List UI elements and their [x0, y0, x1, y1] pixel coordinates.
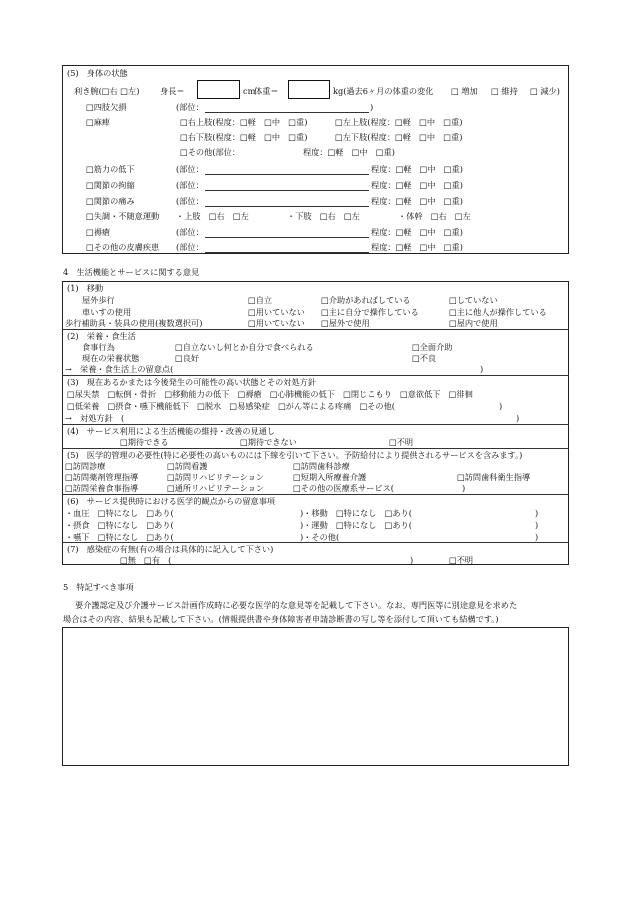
limb-loss-checkbox[interactable]: □四肢欠損: [86, 102, 127, 112]
skin-other-checkbox[interactable]: □その他の皮膚疾患: [86, 242, 160, 252]
weight-increase-checkbox[interactable]: □ 増加: [451, 86, 478, 96]
home-visit-medical[interactable]: □訪問診療: [65, 461, 106, 471]
weight-label: 体重＝: [254, 86, 279, 96]
nutrition-good[interactable]: □良好: [175, 353, 200, 363]
contracture-site-label: (部位：: [176, 180, 204, 190]
wheelchair-others[interactable]: □主に他人が操作している: [449, 307, 547, 317]
blood-pressure[interactable]: ・血圧 □特になし □あり(: [65, 508, 174, 518]
home-visit-dental[interactable]: □訪問歯科診療: [293, 461, 350, 471]
divider: [62, 329, 569, 330]
precautions-title: (6) サービス提供時における医学的観点からの留意事項: [67, 496, 276, 506]
right-lower-limb[interactable]: □右下肢(程度：□軽 □中 □重): [180, 132, 308, 142]
skin-site-line[interactable]: [205, 252, 369, 253]
height-unit: cm: [243, 86, 256, 96]
joint-pain-checkbox[interactable]: □関節の痛み: [86, 196, 135, 206]
paralysis-checkbox[interactable]: □麻痺: [86, 117, 111, 127]
divider: [62, 424, 569, 425]
infection-unknown[interactable]: □不明: [449, 555, 474, 565]
joint-pain-degree[interactable]: 程度：□軽 □中 □重): [371, 196, 463, 206]
aids-indoor[interactable]: □屋内で使用: [449, 318, 498, 328]
home-visit-pharma[interactable]: □訪問薬剤管理指導: [65, 472, 139, 482]
divider: [62, 542, 569, 543]
mobility-title: (1) 移動: [67, 283, 104, 293]
body-condition-title: (5) 身体の状態: [67, 68, 128, 78]
walking-aids-label: 歩行補助具・装具の使用(複数選択可): [65, 318, 203, 328]
movement-close: ): [535, 508, 539, 518]
height-label: 身長＝: [160, 86, 185, 96]
policy-close: ): [516, 413, 520, 423]
ataxia-upper[interactable]: ・上肢 □右 □左: [176, 211, 249, 221]
exercise-close: ): [535, 520, 539, 530]
outdoor-with-help[interactable]: □介助があればしている: [321, 295, 411, 305]
nutrition-notes-close: ): [480, 364, 484, 374]
outlook-not-expected[interactable]: □期待できない: [240, 437, 297, 447]
nutrition-title: (2) 栄養・食生活: [67, 331, 136, 341]
eating-independent[interactable]: □自立ないし何とか自分で食べられる: [175, 342, 314, 352]
home-visit-nursing[interactable]: □訪問看護: [167, 461, 208, 471]
divider: [62, 494, 569, 495]
limb-loss-site-line[interactable]: [205, 112, 369, 113]
risk-conditions-title: (3) 現在あるかまたは今後発生の可能性の高い状態とその対処方針: [67, 377, 317, 387]
home-visit-rehab[interactable]: □訪問リハビリテーション: [167, 472, 265, 482]
risk-conditions-row2-close: ): [499, 401, 503, 411]
contracture-degree[interactable]: 程度：□軽 □中 □重): [371, 180, 463, 190]
limb-loss-site-label: (部位：: [176, 102, 204, 112]
section5-heading: 5 特記すべき事項: [63, 582, 134, 592]
ataxia-lower[interactable]: ・下肢 □右 □左: [287, 211, 360, 221]
limb-loss-close: ): [370, 102, 374, 112]
wheelchair-not-used[interactable]: □用いていない: [248, 307, 305, 317]
weight-maintain-checkbox[interactable]: □ 維持: [491, 86, 518, 96]
muscle-weakness-checkbox[interactable]: □筋力の低下: [86, 164, 135, 174]
wheelchair-self[interactable]: □主に自分で操作している: [321, 307, 419, 317]
divider: [62, 448, 569, 449]
section4-heading: 4 生活機能とサービスに関する意見: [63, 267, 200, 277]
ulcer-site-label: (部位：: [176, 227, 204, 237]
infection-present-close: ): [410, 555, 414, 565]
home-nutrition-guidance[interactable]: □訪問栄養食事指導: [65, 483, 139, 493]
section5-instruction-line2: 場合はその内容、結果も記載して下さい。(情報提供書や身体障害者申請診断書の写し等を添付して頂いても結構です。): [63, 614, 499, 624]
muscle-degree[interactable]: 程度：□軽 □中 □重): [371, 164, 463, 174]
nutrition-poor[interactable]: □不良: [412, 353, 437, 363]
infection-title: (7) 感染症の有無(有の場合は具体的に記入して下さい): [67, 544, 274, 554]
eating-full-assist[interactable]: □全面介助: [412, 342, 453, 352]
dominant-hand[interactable]: 利き腕(□右 □左): [74, 86, 140, 96]
wheelchair-label: 車いすの使用: [82, 307, 132, 317]
pressure-ulcer-checkbox[interactable]: □褥瘡: [86, 227, 111, 237]
outdoor-independent[interactable]: □自立: [248, 295, 273, 305]
height-input[interactable]: [197, 80, 240, 99]
right-upper-limb[interactable]: □右上肢(程度：□軽 □中 □重): [180, 117, 308, 127]
outdoor-not-doing[interactable]: □していない: [449, 295, 498, 305]
home-dental-hygiene[interactable]: □訪問歯科衛生指導: [457, 472, 531, 482]
skin-degree[interactable]: 程度：□軽 □中 □重): [371, 242, 463, 252]
outlook-title: (4) サービス利用による生活機能の維持・改善の見通し: [67, 426, 276, 436]
paralysis-other-site[interactable]: □その他(部位：: [180, 147, 241, 157]
short-stay-care[interactable]: □短期入所療養介護: [293, 472, 367, 482]
contracture-site-line[interactable]: [205, 190, 369, 191]
outdoor-walk-label: 屋外歩行: [82, 295, 115, 305]
outlook-expected[interactable]: □期待できる: [120, 437, 169, 447]
divider: [62, 375, 569, 376]
ulcer-site-line[interactable]: [205, 237, 369, 238]
other-precaution-close: ): [535, 532, 539, 542]
paralysis-other-degree[interactable]: 程度：□軽 □中 □重): [303, 147, 395, 157]
muscle-site-label: (部位：: [176, 164, 204, 174]
muscle-site-line[interactable]: [205, 174, 369, 175]
policy-label[interactable]: → 対処方針 (: [65, 413, 125, 423]
section5-instruction-line1: 要介護認定及び介護サービス計画作成時に必要な医学的な意見等を記載して下さい。なお、専門医等に別途意見を求めた: [75, 600, 518, 610]
nutrition-notes-label[interactable]: → 栄養・食生活上の留意点(: [65, 364, 174, 374]
exercise[interactable]: )・運動 □特になし □あり(: [300, 520, 412, 530]
ingestion[interactable]: ・摂食 □特になし □あり(: [65, 520, 174, 530]
outlook-unknown[interactable]: □不明: [389, 437, 414, 447]
joint-contracture-checkbox[interactable]: □関節の拘縮: [86, 180, 135, 190]
ataxia-trunk[interactable]: ・体幹 □右 □左: [398, 211, 471, 221]
weight-decrease-checkbox[interactable]: □ 減少): [530, 86, 560, 96]
left-lower-limb[interactable]: □左下肢(程度：□軽 □中 □重): [335, 132, 463, 142]
swallowing[interactable]: ・嚥下 □特になし □あり(: [65, 532, 174, 542]
eating-label: 食事行為: [82, 342, 115, 352]
medical-management-title: (5) 医学的管理の必要性(特に必要性の高いものには下線を引いて下さい。予防給付により提供されるサービスを含みます。): [67, 450, 523, 460]
risk-conditions-row1[interactable]: □尿失禁 □転倒・骨折 □移動能力の低下 □褥瘡 □心肺機能の低下 □閉じこもり □意欲低下 □徘徊: [67, 389, 473, 399]
infection-present[interactable]: □有 (: [144, 555, 172, 565]
risk-conditions-row2[interactable]: □低栄養 □摂食・嚥下機能低下 □脱水 □易感染症 □がん等による疼痛 □その他(: [67, 401, 395, 411]
other-medical-service-close: ): [462, 483, 466, 493]
other-medical-service[interactable]: □その他の医療系サービス(: [293, 483, 394, 493]
infection-none[interactable]: □無: [120, 555, 136, 565]
aids-outdoor[interactable]: □屋外で使用: [321, 318, 370, 328]
weight-unit: kg(過去6ヶ月の体重の変化: [333, 86, 434, 96]
nutrition-state-label: 現在の栄養状態: [82, 353, 140, 363]
weight-input[interactable]: [288, 80, 330, 99]
day-rehab[interactable]: □通所リハビリテーション: [167, 483, 265, 493]
skin-site-label: (部位：: [176, 242, 204, 252]
aids-not-used[interactable]: □用いていない: [248, 318, 305, 328]
movement[interactable]: )・移動 □特になし □あり(: [300, 508, 412, 518]
special-notes-textarea[interactable]: [62, 627, 569, 766]
ulcer-degree[interactable]: 程度：□軽 □中 □重): [371, 227, 463, 237]
joint-pain-site-label: (部位：: [176, 196, 204, 206]
left-upper-limb[interactable]: □左上肢(程度：□軽 □中 □重): [335, 117, 463, 127]
other-precaution[interactable]: )・その他(: [300, 532, 340, 542]
joint-pain-site-line[interactable]: [205, 206, 369, 207]
ataxia-checkbox[interactable]: □失調・不随意運動: [86, 211, 160, 221]
